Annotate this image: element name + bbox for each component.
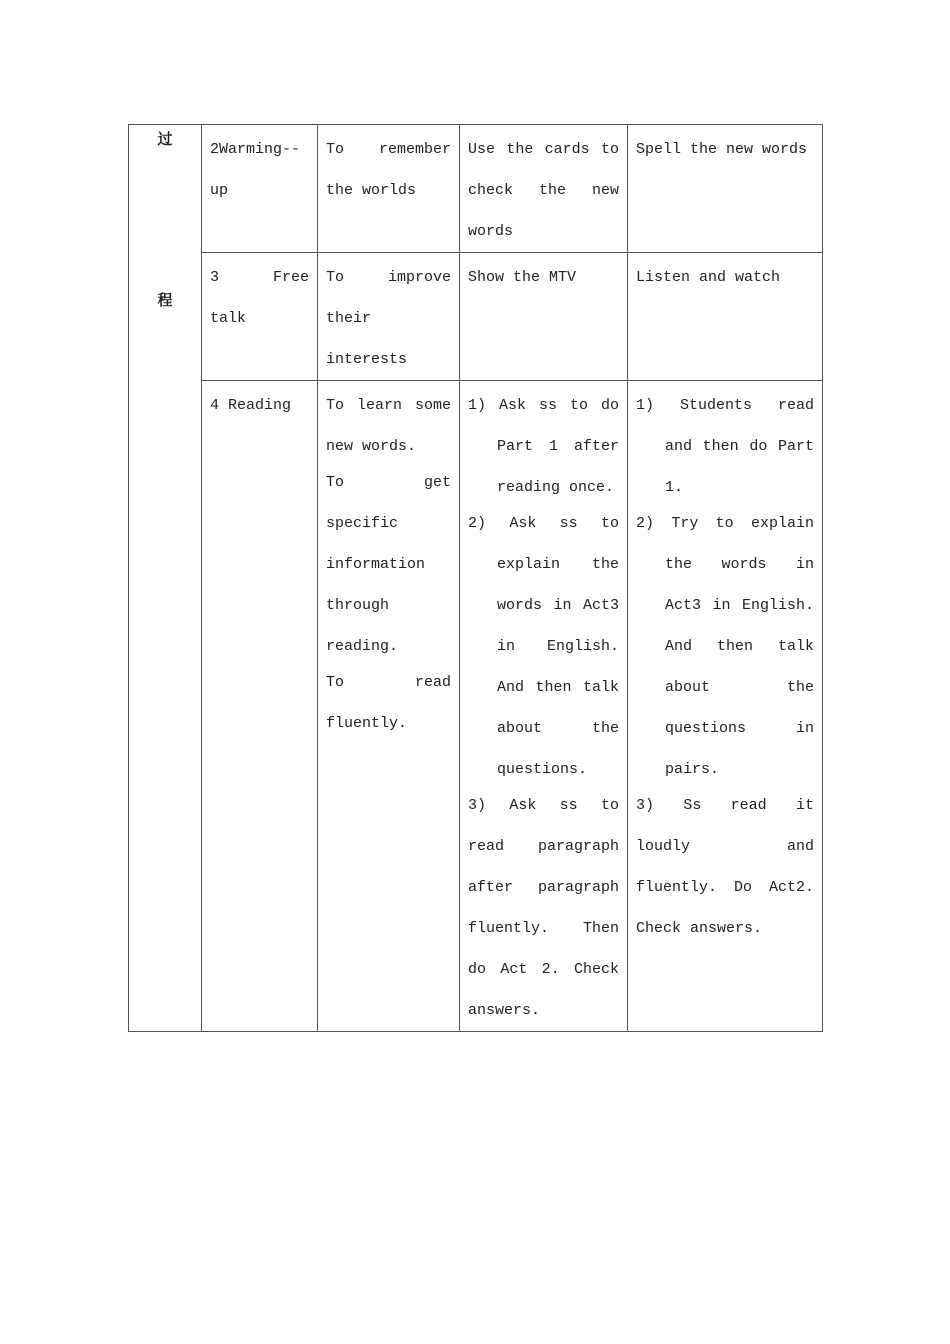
aim-text: To remember the worlds [326,141,451,199]
teacher-activity-text: Show the MTV [468,269,577,286]
student-activity-cell [628,253,823,381]
aim-cell [318,381,460,1032]
aim-cell [318,253,460,381]
step-text: 4 Reading [210,397,292,414]
student-activity-cell [628,381,823,1032]
lesson-plan-table [128,124,823,1032]
step-text: 3 Free talk [210,269,309,327]
teacher-step-item: 2) Ask ss to explain the words in Act3 in English. And then talk about the questions. [468,515,619,778]
table-row [129,381,823,1032]
aim-item: To read fluently. [326,674,451,732]
student-activity-text: Listen and watch [636,269,781,286]
table-row [129,253,823,381]
step-text: 2Warming--up [210,141,301,199]
teacher-activity-cell [460,125,628,253]
student-activity-text: Spell the new words [636,141,808,158]
teacher-activity-text: Use the cards to check the new words [468,141,619,240]
teacher-step-item: 3) Ask ss to read paragraph after paragraph fluently. Then do Act 2. Check answers. [468,797,619,1019]
teacher-step-item: 1) Ask ss to do Part 1 after reading once. [468,397,619,496]
student-step-item: 2) Try to explain the words in Act3 in English. And then talk about the questions in pairs. [636,515,814,778]
stage-cell [129,125,202,1032]
aim-text: To improve their interests [326,269,451,368]
step-cell [202,125,318,253]
teacher-activity-cell [460,381,628,1032]
student-activity-cell [628,125,823,253]
aim-cell [318,125,460,253]
table-row [129,125,823,253]
stage-label-char-2: 程 [157,291,173,309]
student-step-item: 1) Students read and then do Part 1. [636,397,814,496]
step-cell [202,381,318,1032]
teacher-activity-cell [460,253,628,381]
student-step-item: 3) Ss read it loudly and fluently. Do Act2. Check answers. [636,797,814,937]
step-cell [202,253,318,381]
aim-item: To learn some new words. [326,397,451,455]
stage-label-char-1: 过 [157,130,173,148]
aim-item: To get specific information through reading. [326,474,451,655]
